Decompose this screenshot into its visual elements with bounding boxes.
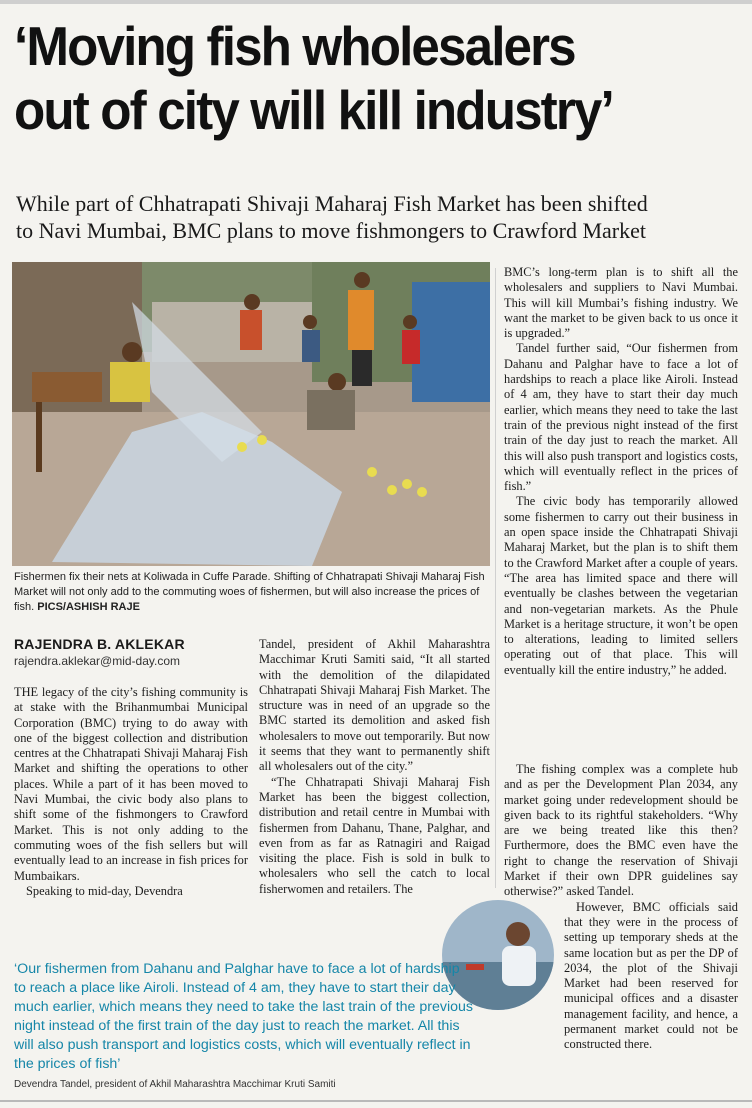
headline-line-2: out of city will kill industry’ xyxy=(14,79,613,141)
article-column-2 xyxy=(259,637,490,897)
pull-quote-credit: Devendra Tandel, president of Akhil Maharashtra Macchimar Kruti Samiti xyxy=(14,1079,336,1090)
fishermen-photo-illustration xyxy=(12,262,490,566)
byline-name: RAJENDRA B. AKLEKAR xyxy=(14,636,185,652)
paragraph: Tandel, president of Akhil Maharashtra Macchimar Kruti Samiti said, “It all started with the demolition of the dilapidated Chhatrapati Shivaji Maharaj Fish Market. The structure was in need of an upgrade so the BMC started its demolition and asked fish wholesalers to move out temporarily. But now it seems that they want to permanently shift all wholesalers out of the city.” xyxy=(259,637,490,774)
photo-caption xyxy=(14,570,490,615)
top-rule xyxy=(0,0,752,4)
paragraph: THE legacy of the city’s fishing community is at stake with the Brihanmumbai Municipal Corporation (BMC) trying to do away with one of the biggest collection and distribution centres at the Chhatrapati Shivaji Maharaj Fish Market and shifting the operations to other places. While a part of it has been moved to Navi Mumbai, the civic body also plans to shift some of the fishmongers to Crawford Market. This is not only adding to the commuting woes of the fish sellers but will eventually lead to an increase in fish prices for Mumbaikars. xyxy=(14,685,248,883)
paragraph: Speaking to mid-day, Devendra xyxy=(26,883,183,898)
deck-line-2: to Navi Mumbai, BMC plans to move fishmongers to Crawford Market xyxy=(16,218,646,243)
paragraph: However, BMC officials said that they were in the process of setting up temporary sheds at the same location but as per the DP of 2034, the plot of the Shivaji Market had been reserved for municipal offices and a disaster management facility, and hence, a permanent market could not be constructed there. xyxy=(564,899,738,1052)
article-column-3 xyxy=(504,265,738,678)
deck-line-1: While part of Chhatrapati Shivaji Maharaj Fish Market has been shifted xyxy=(16,191,648,216)
paragraph: The civic body has temporarily allowed some fishermen to carry out their business in an open space inside the Chhatrapati Shivaji Maharaj Market, but the plan is to shift them to the Crawford Market after a couple of years. “The area has limited space and there will eventually be clashes between the vegetarian and non-vegetarian markets. As the Phule Market is a heritage structure, it won’t be open to alterations, leading to limited sellers operating out of that place. This will eventually kill the entire industry,” he added. xyxy=(504,494,738,677)
photo-caption-text: Fishermen fix their nets at Koliwada in Cuffe Parade. Shifting of Chhatrapati Shivaji Maharaj Fish Market will not only add to the commuting woes of fishermen, but will also increase the prices of fish. xyxy=(14,571,485,613)
photo-credit: PICS/ASHISH RAJE xyxy=(37,601,140,613)
paragraph: BMC’s long-term plan is to shift all the wholesalers and suppliers to Navi Mumbai. This will kill Mumbai’s fishing industry. We want the market to be given back to us once it is upgraded.” xyxy=(504,265,738,341)
bottom-rule xyxy=(0,1100,752,1102)
headline-line-1: ‘Moving fish wholesalers xyxy=(14,15,575,77)
paragraph: “The Chhatrapati Shivaji Maharaj Fish Market has been the biggest collection, distribution and retail centre in Mumbai with fishermen from Dahanu, Thane, Palghar, and even from as far as Ratnagiri and Raigad visiting the place. Fish is sold in bulk to wholesalers who sell the catch to local fisherwomen and retailers. The xyxy=(259,774,490,896)
article-column-1 xyxy=(14,685,248,899)
pull-quote: ‘Our fishermen from Dahanu and Palghar have to face a lot of hardship to reach a place like Airoli. Instead of 4 am, they have to start their day much earlier, which means they need to take the last train of the previous night instead of the first train of the day just to reach the market. All this will also push transport and logistics costs, which will eventually reflect in the prices of fish’ xyxy=(14,961,473,1072)
article-column-3-continued xyxy=(504,762,738,1053)
column-rule xyxy=(495,268,496,888)
news-photo xyxy=(12,262,490,566)
byline-email: rajendra.aklekar@mid-day.com xyxy=(14,654,181,668)
paragraph: Tandel further said, “Our fishermen from Dahanu and Palghar have to face a lot of hardships to reach a place like Airoli. Instead of 4 am, they have to start their day much earlier, which means they need to take the last train of the previous night instead of the first train of the day just to reach the market. All this will also push transport and logistics costs, which will eventually reflect in the prices of fish.” xyxy=(504,341,738,494)
paragraph: The fishing complex was a complete hub and as per the Development Plan 2034, any market going under redevelopment should be given back to its rightful stakeholders. “Why are we being treated like this then? Furthermore, does the BMC even have the right to change the reservation of Shivaji Market if their own DPR guidelines say otherwise?” asked Tandel. xyxy=(504,762,738,899)
deck xyxy=(16,190,740,244)
headline xyxy=(14,14,687,142)
